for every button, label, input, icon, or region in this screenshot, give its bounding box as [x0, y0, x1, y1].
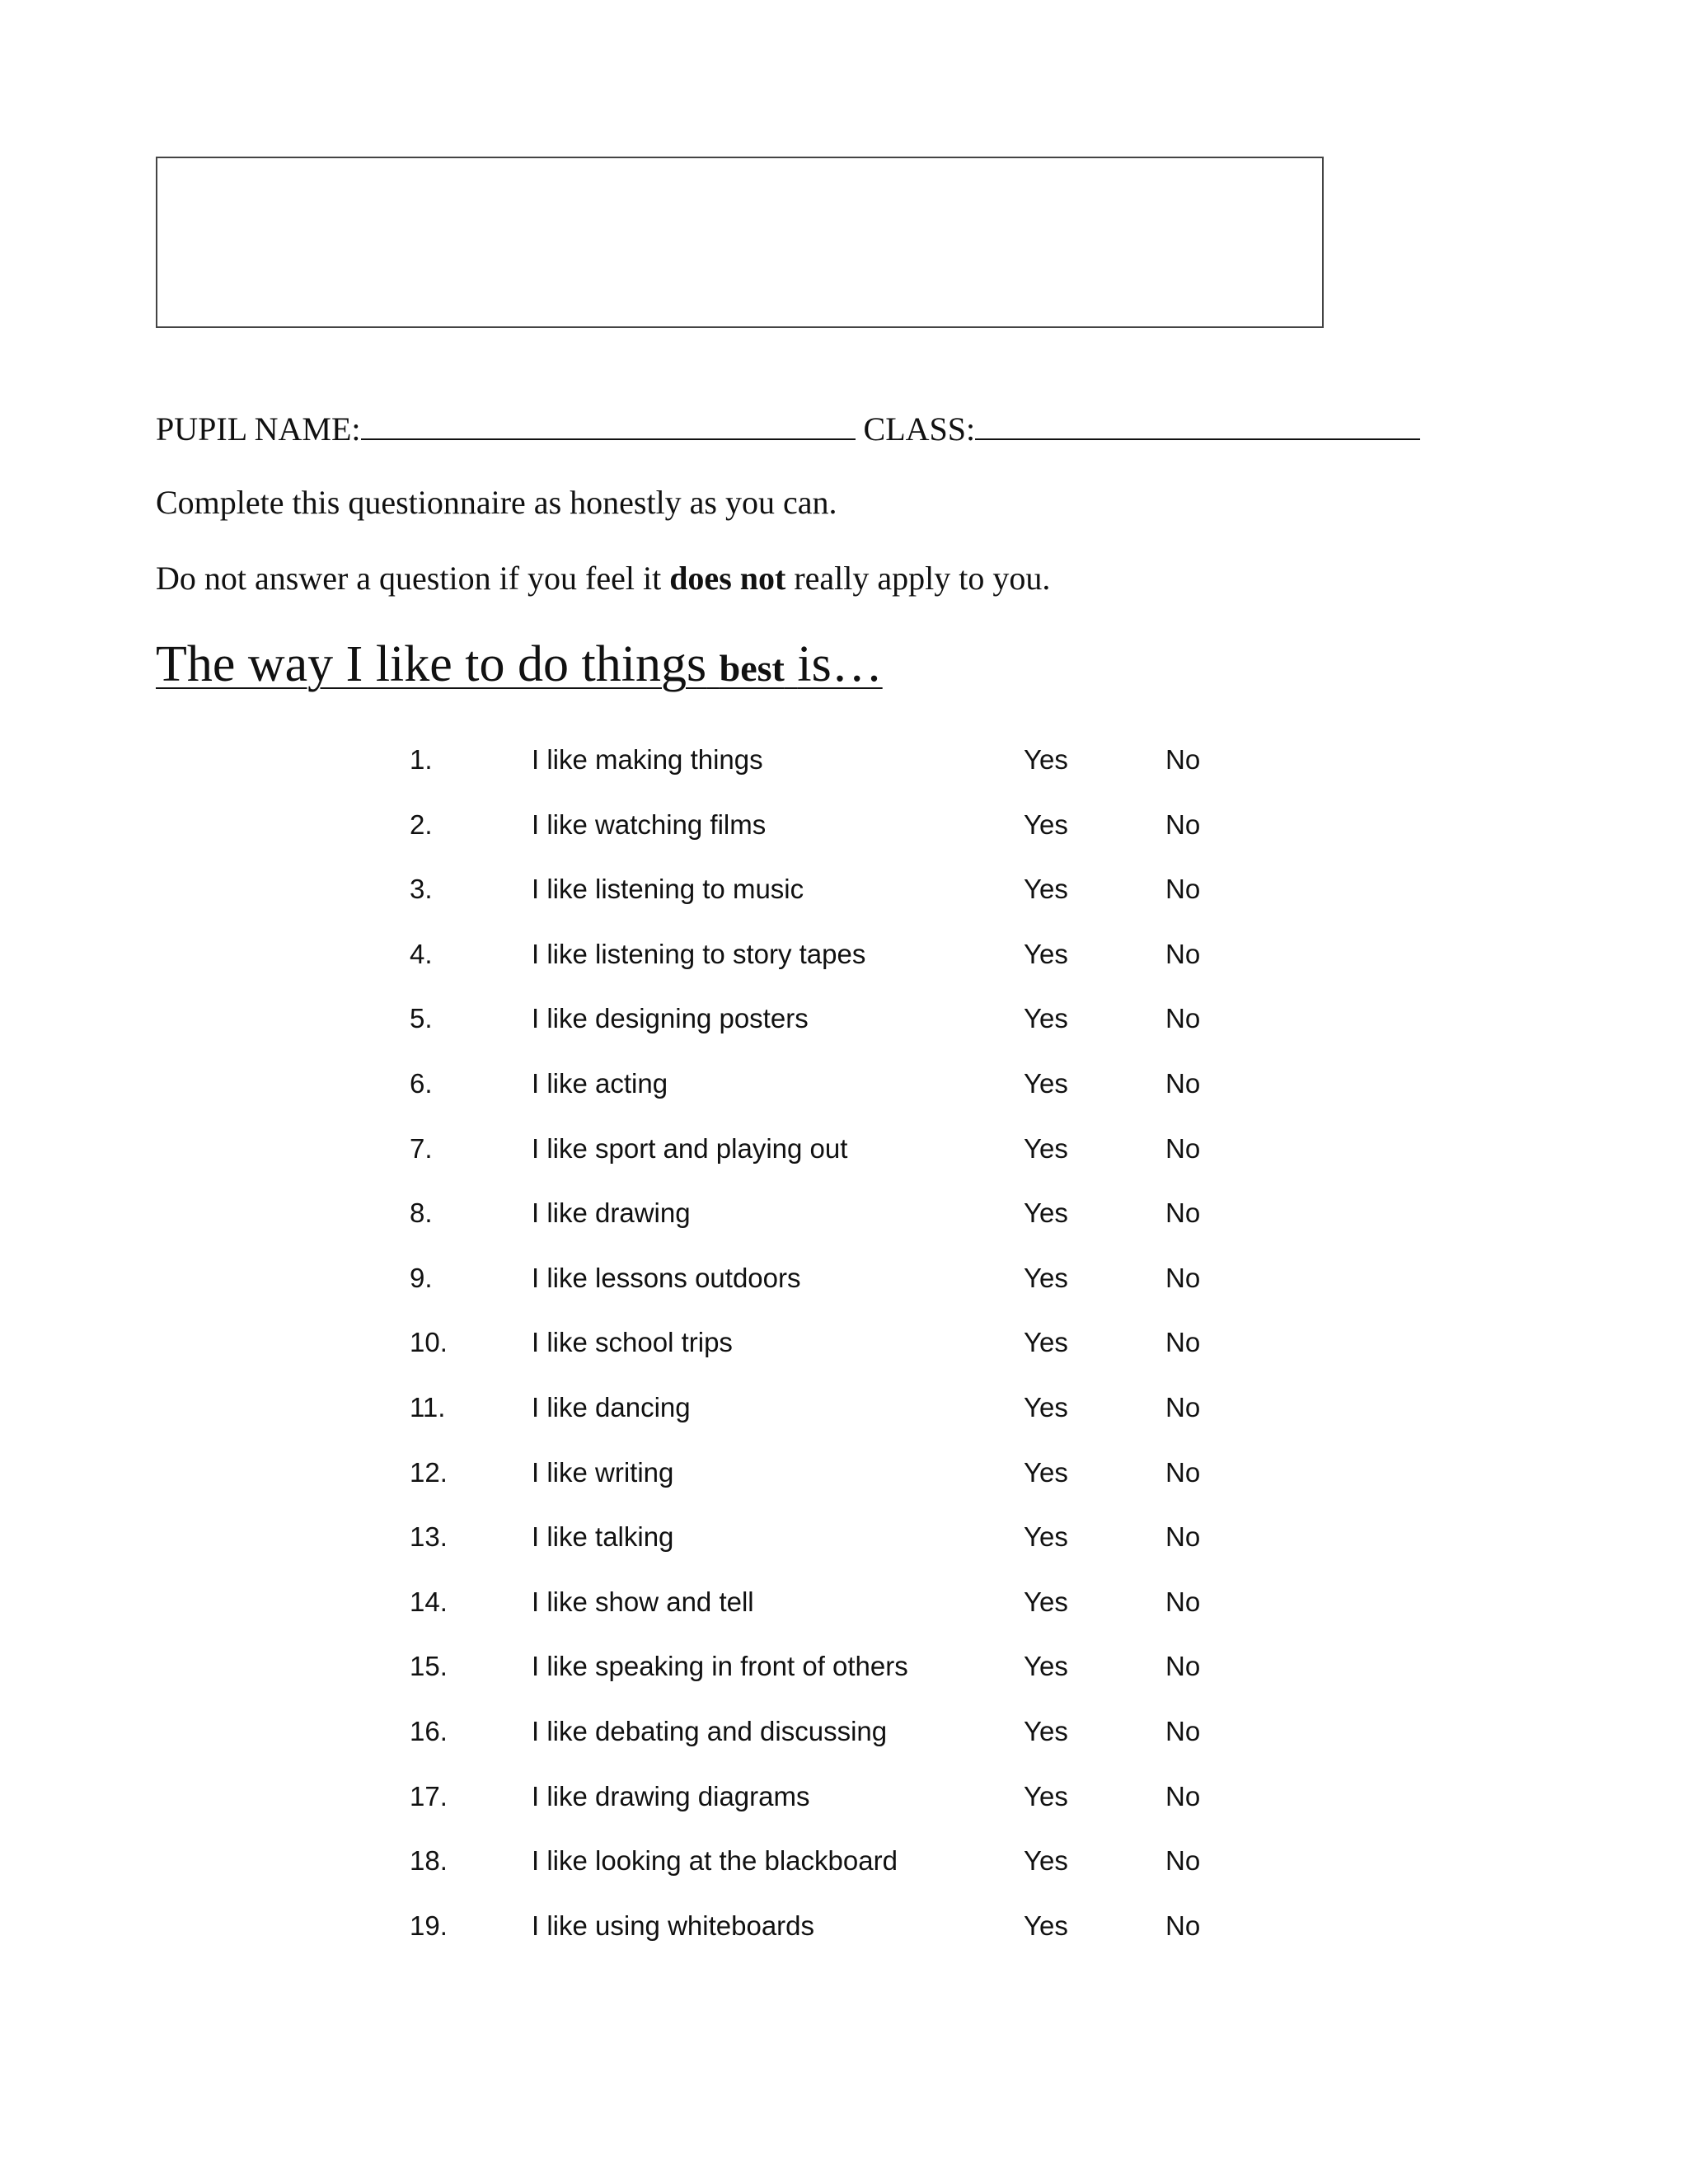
question-row: [0, 1260, 1688, 1325]
no-option[interactable]: No: [1165, 1003, 1201, 1034]
question-text: I like drawing: [532, 1197, 691, 1229]
yes-option[interactable]: Yes: [1024, 938, 1068, 969]
no-option[interactable]: No: [1165, 1910, 1201, 1941]
question-number: 4.: [410, 938, 433, 969]
question-number: 3.: [410, 874, 433, 905]
no-option[interactable]: No: [1165, 1262, 1201, 1293]
question-number: 12.: [410, 1456, 448, 1488]
question-number: 15.: [410, 1651, 448, 1682]
question-text: I like drawing diagrams: [532, 1780, 810, 1811]
yes-option[interactable]: Yes: [1024, 874, 1068, 905]
no-option[interactable]: No: [1165, 808, 1201, 840]
yes-option[interactable]: Yes: [1024, 1391, 1068, 1422]
question-text: I like lessons outdoors: [532, 1262, 801, 1293]
pupil-info-line: [156, 402, 1420, 454]
instruction-skip-after: really apply to you.: [794, 560, 1051, 597]
question-row: [0, 871, 1688, 936]
question-row: [0, 1908, 1688, 1973]
yes-option[interactable]: Yes: [1024, 1197, 1068, 1229]
question-text: I like show and tell: [532, 1586, 754, 1617]
question-number: 11.: [410, 1391, 446, 1422]
yes-option[interactable]: Yes: [1024, 1845, 1068, 1877]
question-number: 13.: [410, 1521, 448, 1553]
instruction-skip-before: Do not answer a question if you feel it: [156, 560, 662, 597]
no-option[interactable]: No: [1165, 1456, 1201, 1488]
pupil-name-field[interactable]: [361, 402, 856, 440]
question-text: I like debating and discussing: [532, 1715, 888, 1746]
question-row: [0, 807, 1688, 872]
question-number: 7.: [410, 1132, 433, 1164]
yes-option[interactable]: Yes: [1024, 1910, 1068, 1941]
no-option[interactable]: No: [1165, 1586, 1201, 1617]
question-row: [0, 1713, 1688, 1779]
question-text: I like watching films: [532, 808, 767, 840]
question-number: 5.: [410, 1003, 433, 1034]
no-option[interactable]: No: [1165, 1845, 1201, 1877]
heading-before: The way I like to do things: [156, 636, 707, 692]
question-number: 8.: [410, 1197, 433, 1229]
no-option[interactable]: No: [1165, 938, 1201, 969]
pupil-name-label: PUPIL NAME:: [156, 410, 361, 448]
no-option[interactable]: No: [1165, 1197, 1201, 1229]
question-number: 10.: [410, 1327, 448, 1358]
question-text: I like sport and playing out: [532, 1132, 848, 1164]
question-text: I like listening to music: [532, 874, 804, 905]
question-text: I like dancing: [532, 1391, 691, 1422]
question-number: 2.: [410, 808, 433, 840]
no-option[interactable]: No: [1165, 1067, 1201, 1099]
instruction-skip-bold: does not: [669, 560, 786, 597]
yes-option[interactable]: Yes: [1024, 1456, 1068, 1488]
question-text: I like listening to story tapes: [532, 938, 866, 969]
question-number: 17.: [410, 1780, 448, 1811]
question-number: 18.: [410, 1845, 448, 1877]
question-row: [0, 1519, 1688, 1584]
class-field[interactable]: [975, 402, 1420, 440]
no-option[interactable]: No: [1165, 744, 1201, 775]
yes-option[interactable]: Yes: [1024, 1067, 1068, 1099]
no-option[interactable]: No: [1165, 874, 1201, 905]
question-row: [0, 1001, 1688, 1066]
yes-option[interactable]: Yes: [1024, 1715, 1068, 1746]
header-box: [156, 157, 1324, 328]
question-text: I like making things: [532, 744, 763, 775]
no-option[interactable]: No: [1165, 1780, 1201, 1811]
question-number: 19.: [410, 1910, 448, 1941]
question-row: [0, 936, 1688, 1001]
question-text: I like looking at the blackboard: [532, 1845, 898, 1877]
instruction-honesty: Complete this questionnaire as honestly as you can.: [156, 484, 837, 521]
question-row: [0, 1131, 1688, 1196]
yes-option[interactable]: Yes: [1024, 808, 1068, 840]
heading-after: is…: [797, 636, 883, 692]
question-number: 6.: [410, 1067, 433, 1099]
question-number: 1.: [410, 744, 433, 775]
instruction-skip: [156, 555, 1050, 602]
no-option[interactable]: No: [1165, 1132, 1201, 1164]
question-text: I like speaking in front of others: [532, 1651, 908, 1682]
yes-option[interactable]: Yes: [1024, 744, 1068, 775]
section-heading: [156, 631, 883, 701]
yes-option[interactable]: Yes: [1024, 1327, 1068, 1358]
question-list: [0, 742, 1688, 1972]
question-row: [0, 1584, 1688, 1649]
yes-option[interactable]: Yes: [1024, 1262, 1068, 1293]
question-row: [0, 1324, 1688, 1390]
yes-option[interactable]: Yes: [1024, 1003, 1068, 1034]
heading-bold: best: [719, 647, 785, 689]
yes-option[interactable]: Yes: [1024, 1586, 1068, 1617]
question-row: [0, 1779, 1688, 1844]
no-option[interactable]: No: [1165, 1521, 1201, 1553]
question-text: I like designing posters: [532, 1003, 809, 1034]
question-text: I like writing: [532, 1456, 674, 1488]
no-option[interactable]: No: [1165, 1327, 1201, 1358]
question-row: [0, 1195, 1688, 1260]
no-option[interactable]: No: [1165, 1715, 1201, 1746]
question-text: I like school trips: [532, 1327, 733, 1358]
question-row: [0, 1843, 1688, 1908]
question-text: I like acting: [532, 1067, 668, 1099]
question-row: [0, 1066, 1688, 1131]
yes-option[interactable]: Yes: [1024, 1780, 1068, 1811]
no-option[interactable]: No: [1165, 1391, 1201, 1422]
question-number: 14.: [410, 1586, 448, 1617]
question-row: [0, 1455, 1688, 1520]
question-text: I like using whiteboards: [532, 1910, 815, 1941]
yes-option[interactable]: Yes: [1024, 1521, 1068, 1553]
no-option[interactable]: No: [1165, 1651, 1201, 1682]
question-number: 9.: [410, 1262, 433, 1293]
yes-option[interactable]: Yes: [1024, 1132, 1068, 1164]
question-row: [0, 1390, 1688, 1455]
yes-option[interactable]: Yes: [1024, 1651, 1068, 1682]
question-row: [0, 1648, 1688, 1713]
question-row: [0, 742, 1688, 807]
class-label: CLASS:: [863, 410, 976, 448]
question-text: I like talking: [532, 1521, 674, 1553]
question-number: 16.: [410, 1715, 448, 1746]
